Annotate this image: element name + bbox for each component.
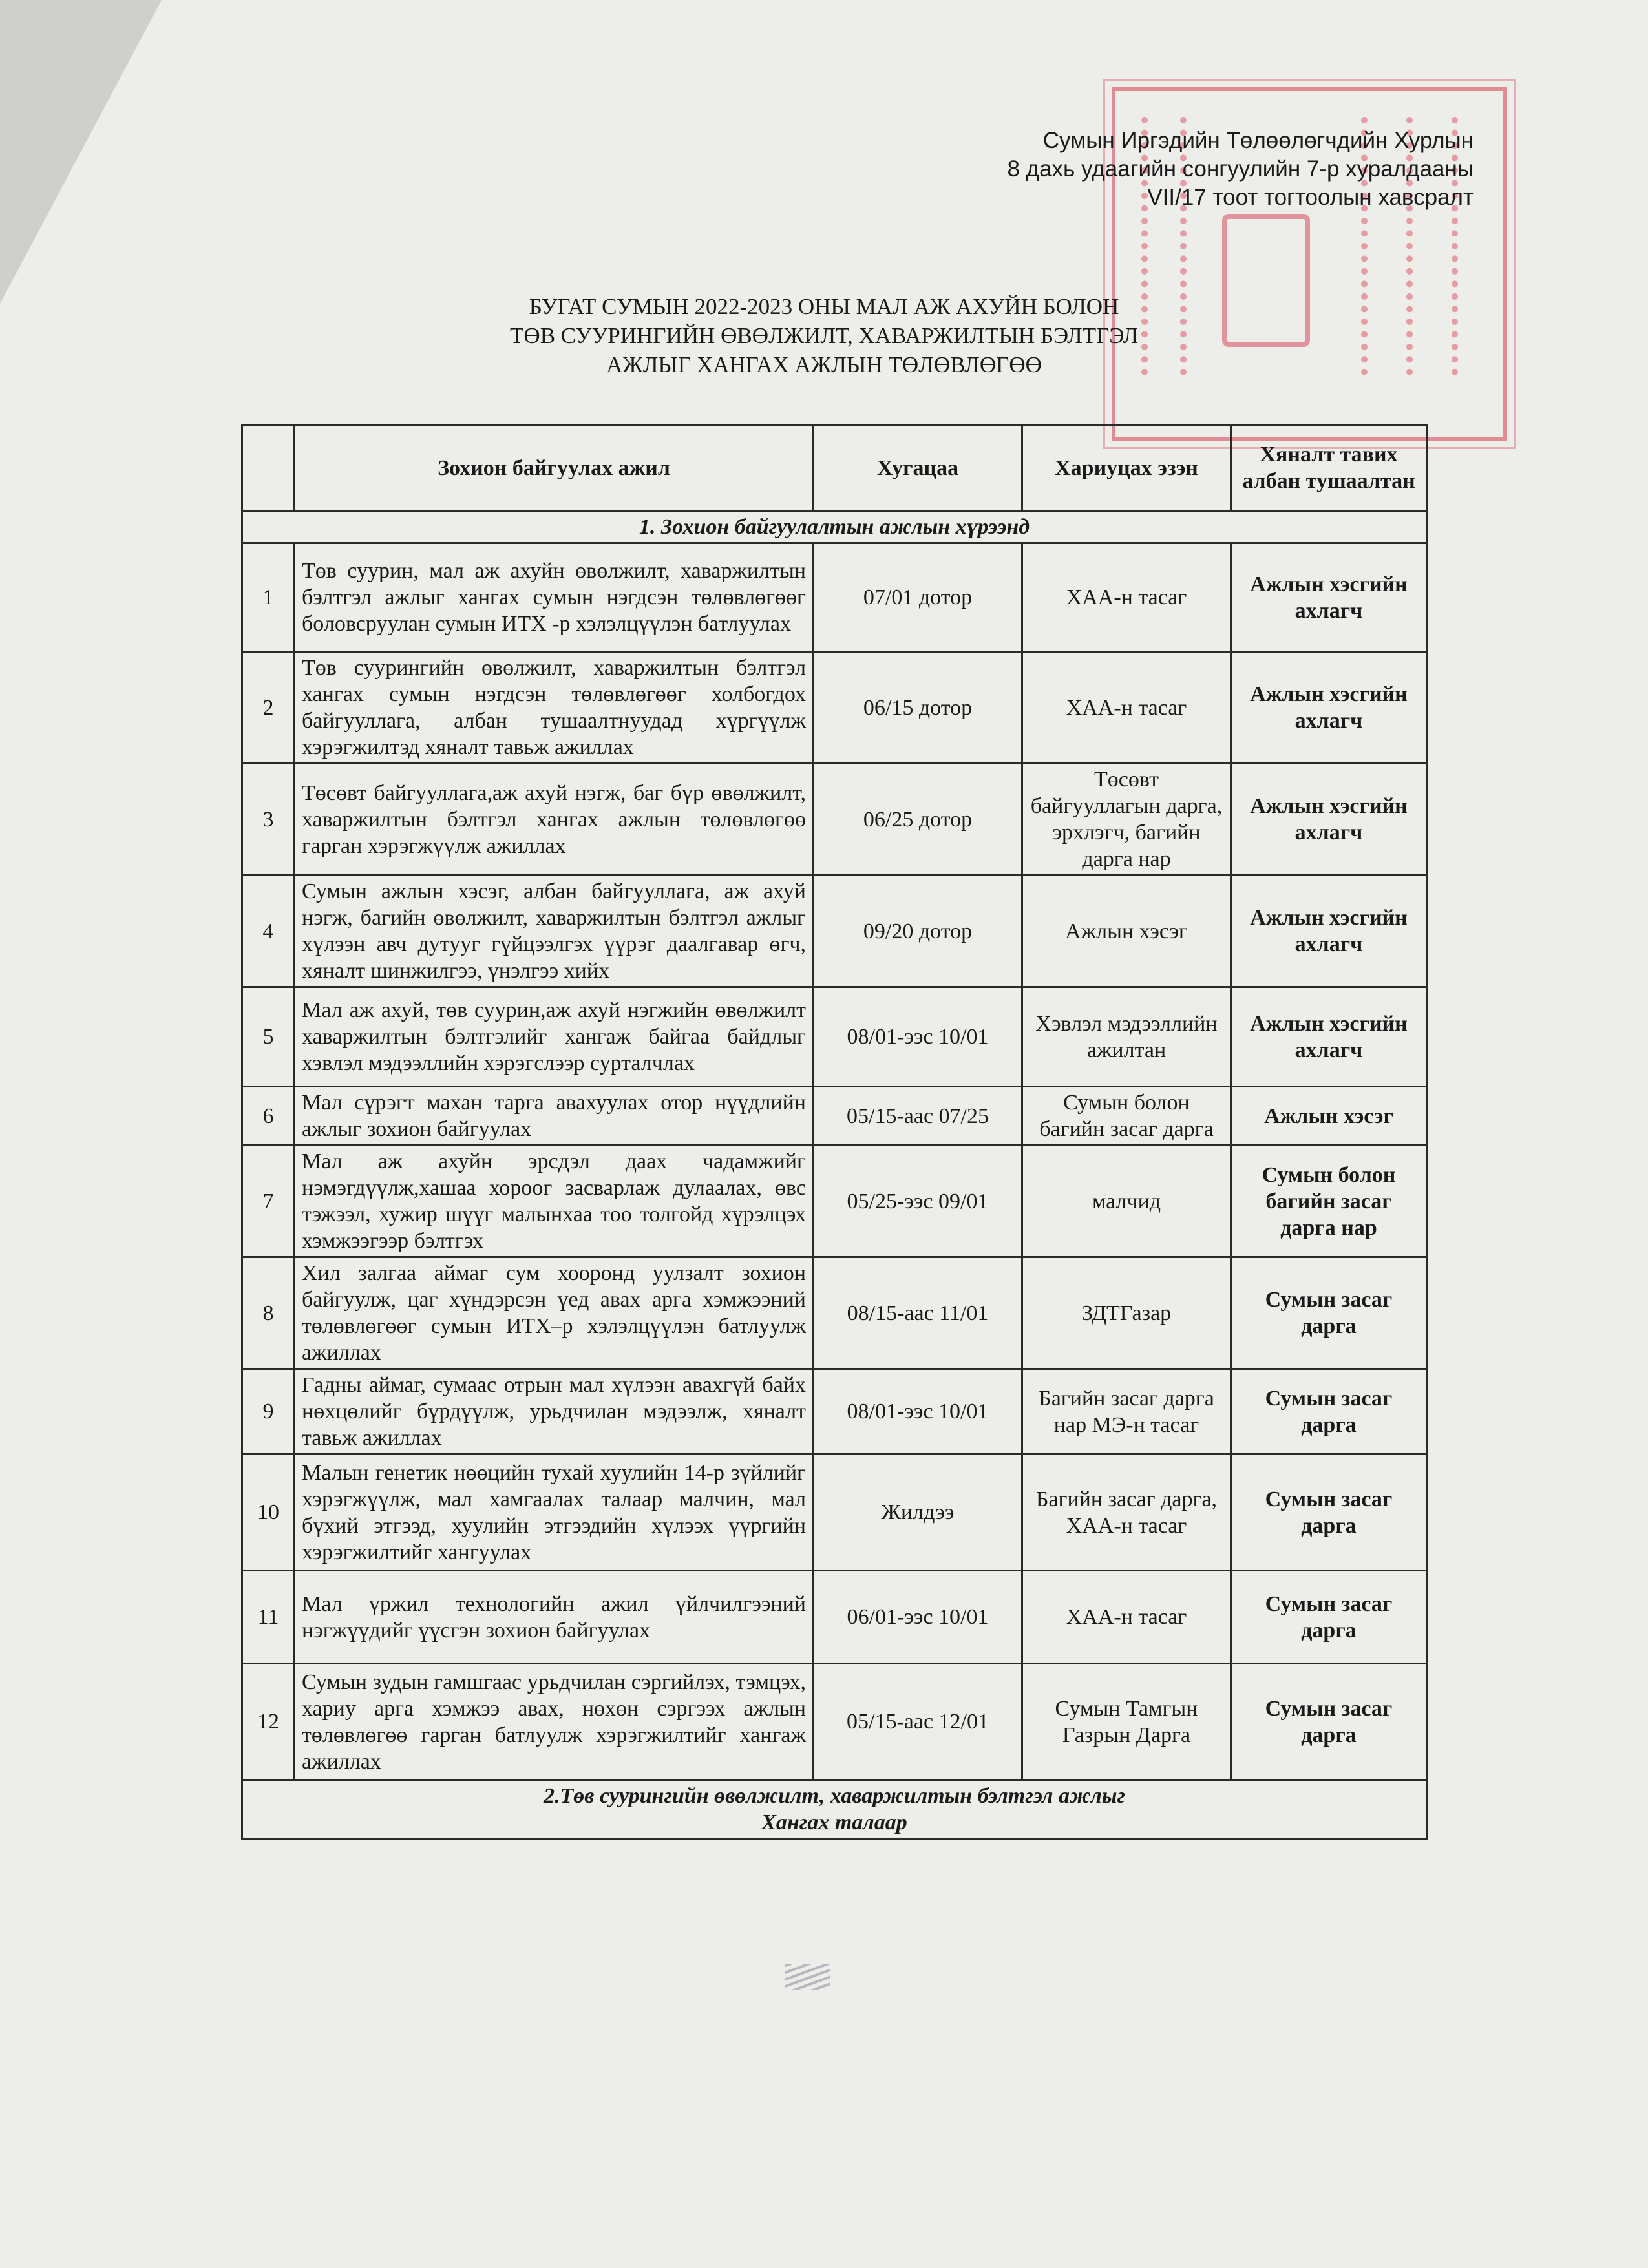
row-deadline: 07/01 дотор xyxy=(814,543,1022,652)
row-number: 6 xyxy=(242,1087,295,1146)
row-deadline: 09/20 дотор xyxy=(814,876,1022,987)
row-responsible: малчид xyxy=(1022,1146,1231,1257)
row-deadline: 06/15 дотор xyxy=(814,652,1022,764)
row-number: 12 xyxy=(242,1664,295,1780)
row-monitor: Ажлын хэсгийн ахлагч xyxy=(1231,987,1427,1087)
row-responsible: Ажлын хэсэг xyxy=(1022,876,1231,987)
annotation-line-1: Сумын Иргэдийн Төлөөлөгчдийн Хурлын xyxy=(1042,128,1474,153)
row-monitor: Ажлын хэсэг xyxy=(1231,1087,1427,1146)
row-number: 7 xyxy=(242,1146,295,1257)
annex-annotation xyxy=(1007,127,1474,212)
row-monitor: Сумын засаг дарга xyxy=(1231,1369,1427,1454)
table-row xyxy=(242,1454,1427,1571)
row-responsible: ХАА-н тасаг xyxy=(1022,543,1231,652)
title-line-2: ТӨВ СУУРИНГИЙН ӨВӨЛЖИЛТ, ХАВАРЖИЛТЫН БЭЛТГЭЛ xyxy=(510,323,1138,348)
section-title-2 xyxy=(242,1780,1427,1839)
table-row xyxy=(242,1664,1427,1780)
section-row-2 xyxy=(242,1780,1427,1839)
row-task: Сумын зудын гамшгаас урьдчилан сэргийлэх, тэмцэх, хариу арга хэмжээ авах, нөхөн сэргээх ажлын төлөвлөгөө гарган батлуулж хэрэгжилтийг хангаж ажиллах xyxy=(295,1664,814,1780)
table-row xyxy=(242,1369,1427,1454)
plan-table xyxy=(241,424,1428,1840)
row-task: Төв суурин, мал аж ахуйн өвөлжилт, хаваржилтын бэлтгэл ажлыг хангах сумын нэгдсэн төлөвлөгөөг боловсруулан сумын ИТХ -р хэлэлцүүлэн батлуулах xyxy=(295,543,814,652)
row-deadline: 05/15-аас 12/01 xyxy=(814,1664,1022,1780)
section-title-1: 1. Зохион байгуулалтын ажлын хүрээнд xyxy=(242,511,1427,543)
row-responsible: Багийн засаг дарга, ХАА-н тасаг xyxy=(1022,1454,1231,1571)
document-title xyxy=(0,292,1648,379)
title-line-3: АЖЛЫГ ХАНГАХ АЖЛЫН ТӨЛӨВЛӨГӨӨ xyxy=(606,352,1042,377)
title-line-1: БУГАТ СУМЫН 2022-2023 ОНЫ МАЛ АЖ АХУЙН БОЛОН xyxy=(529,294,1119,319)
row-deadline: 05/15-аас 07/25 xyxy=(814,1087,1022,1146)
table-row xyxy=(242,764,1427,876)
row-deadline: 06/01-ээс 10/01 xyxy=(814,1571,1022,1664)
row-deadline: 06/25 дотор xyxy=(814,764,1022,876)
row-responsible: ХАА-н тасаг xyxy=(1022,1571,1231,1664)
table-row xyxy=(242,652,1427,764)
row-task: Малын генетик нөөцийн тухай хуулийн 14-р зүйлийг хэрэгжүүлж, мал хамгаалах талаар малчин, мал бүхий этгээд, хуулийн этгээдийн хүлээх үүргийн хэрэгжилтийг хангуулах xyxy=(295,1454,814,1571)
table-row xyxy=(242,876,1427,987)
row-number: 8 xyxy=(242,1257,295,1369)
row-deadline: 05/25-ээс 09/01 xyxy=(814,1146,1022,1257)
table-row xyxy=(242,987,1427,1087)
row-monitor: Сумын засаг дарга xyxy=(1231,1664,1427,1780)
row-responsible: Хэвлэл мэдээллийн ажилтан xyxy=(1022,987,1231,1087)
row-monitor: Сумын засаг дарга xyxy=(1231,1571,1427,1664)
row-number: 5 xyxy=(242,987,295,1087)
header-task: Зохион байгуулах ажил xyxy=(295,425,814,511)
header-monitor: Хяналт тавих албан тушаалтан xyxy=(1231,425,1427,511)
section-2-line-1: 2.Төв суурингийн өвөлжилт, хаваржилтын бэлтгэл ажлыг xyxy=(544,1784,1125,1808)
row-task: Мал аж ахуй, төв суурин,аж ахуй нэгжийн өвөлжилт хаваржилтын бэлтгэлийг хангаж байгаа байдлыг хэвлэл мэдээллийн хэрэгслээр сурталчлах xyxy=(295,987,814,1087)
annotation-line-2: 8 дахь удаагийн сонгуулийн 7-р хуралдааны xyxy=(1007,156,1474,182)
header-deadline: Хугацаа xyxy=(814,425,1022,511)
row-monitor: Сумын болон багийн засаг дарга нар xyxy=(1231,1146,1427,1257)
row-monitor: Сумын засаг дарга xyxy=(1231,1257,1427,1369)
table-row xyxy=(242,1087,1427,1146)
header-number xyxy=(242,425,295,511)
section-row-1 xyxy=(242,511,1427,543)
row-task: Төсөвт байгууллага,аж ахуй нэгж, баг бүр өвөлжилт, хаваржилтын бэлтгэл хангах ажлын төлөвлөгөө гарган хэрэгжүүлж ажиллах xyxy=(295,764,814,876)
row-deadline: 08/15-аас 11/01 xyxy=(814,1257,1022,1369)
row-responsible: Багийн засаг дарга нар МЭ-н тасаг xyxy=(1022,1369,1231,1454)
table-header-row xyxy=(242,425,1427,511)
row-responsible: ЗДТГазар xyxy=(1022,1257,1231,1369)
row-task: Мал үржил технологийн ажил үйлчилгээний нэгжүүдийг үүсгэн зохион байгуулах xyxy=(295,1571,814,1664)
row-monitor: Ажлын хэсгийн ахлагч xyxy=(1231,543,1427,652)
table-row xyxy=(242,1257,1427,1369)
row-number: 3 xyxy=(242,764,295,876)
row-number: 1 xyxy=(242,543,295,652)
row-number: 10 xyxy=(242,1454,295,1571)
row-deadline: 08/01-ээс 10/01 xyxy=(814,987,1022,1087)
table-row xyxy=(242,1146,1427,1257)
row-task: Мал аж ахуйн эрсдэл даах чадамжийг нэмэгдүүлж,хашаа хороог засварлаж дулаалах, өвс тэжээл, хужир шүүг малынхаа тоо толгойд хүрэлцэх хэмжээгээр бэлтгэх xyxy=(295,1146,814,1257)
row-task: Сумын ажлын хэсэг, албан байгууллага, аж ахуй нэгж, багийн өвөлжилт, хаваржилтын бэлтгэл ажлыг хүлээн авч дутууг гүйцээлгэх үүрэг даалгавар өгч, хяналт шинжилгээ, үнэлгээ хийх xyxy=(295,876,814,987)
row-task: Гадны аймаг, сумаас отрын мал хүлээн авахгүй байх нөхцөлийг бүрдүүлж, урьдчилан мэдээлж, хяналт тавьж ажиллах xyxy=(295,1369,814,1454)
row-monitor: Ажлын хэсгийн ахлагч xyxy=(1231,764,1427,876)
row-monitor: Ажлын хэсгийн ахлагч xyxy=(1231,652,1427,764)
row-responsible: Төсөвт байгууллагын дарга, эрхлэгч, багийн дарга нар xyxy=(1022,764,1231,876)
section-2-line-2: Хангах талаар xyxy=(761,1811,907,1834)
row-number: 9 xyxy=(242,1369,295,1454)
row-responsible: ХАА-н тасаг xyxy=(1022,652,1231,764)
row-monitor: Ажлын хэсгийн ахлагч xyxy=(1231,876,1427,987)
row-task: Мал сүрэгт махан тарга авахуулах отор нүүдлийн ажлыг зохион байгуулах xyxy=(295,1087,814,1146)
row-responsible: Сумын болон багийн засаг дарга xyxy=(1022,1087,1231,1146)
annotation-line-3: VII/17 тоот тогтоолын хавсралт xyxy=(1147,185,1474,210)
row-deadline: 08/01-ээс 10/01 xyxy=(814,1369,1022,1454)
header-responsible: Хариуцах эзэн xyxy=(1022,425,1231,511)
row-task: Хил залгаа аймаг сум хооронд уулзалт зохион байгуулж, цаг хүндэрсэн үед авах арга хэмжээний төлөвлөгөөг сумын ИТХ–р хэлэлцүүлэн батлуулж ажиллах xyxy=(295,1257,814,1369)
row-number: 11 xyxy=(242,1571,295,1664)
ink-smudge xyxy=(785,1964,830,1990)
row-task: Төв суурингийн өвөлжилт, хаваржилтын бэлтгэл хангах сумын нэгдсэн төлөвлөгөөг холбогдох байгууллага, албан тушаалтнуудад хүргүүлж хэрэгжилтэд хяналт тавьж ажиллах xyxy=(295,652,814,764)
row-number: 2 xyxy=(242,652,295,764)
folded-corner xyxy=(0,0,162,304)
row-deadline: Жилдээ xyxy=(814,1454,1022,1571)
row-responsible: Сумын Тамгын Газрын Дарга xyxy=(1022,1664,1231,1780)
row-number: 4 xyxy=(242,876,295,987)
row-monitor: Сумын засаг дарга xyxy=(1231,1454,1427,1571)
table-row xyxy=(242,543,1427,652)
table-row xyxy=(242,1571,1427,1664)
